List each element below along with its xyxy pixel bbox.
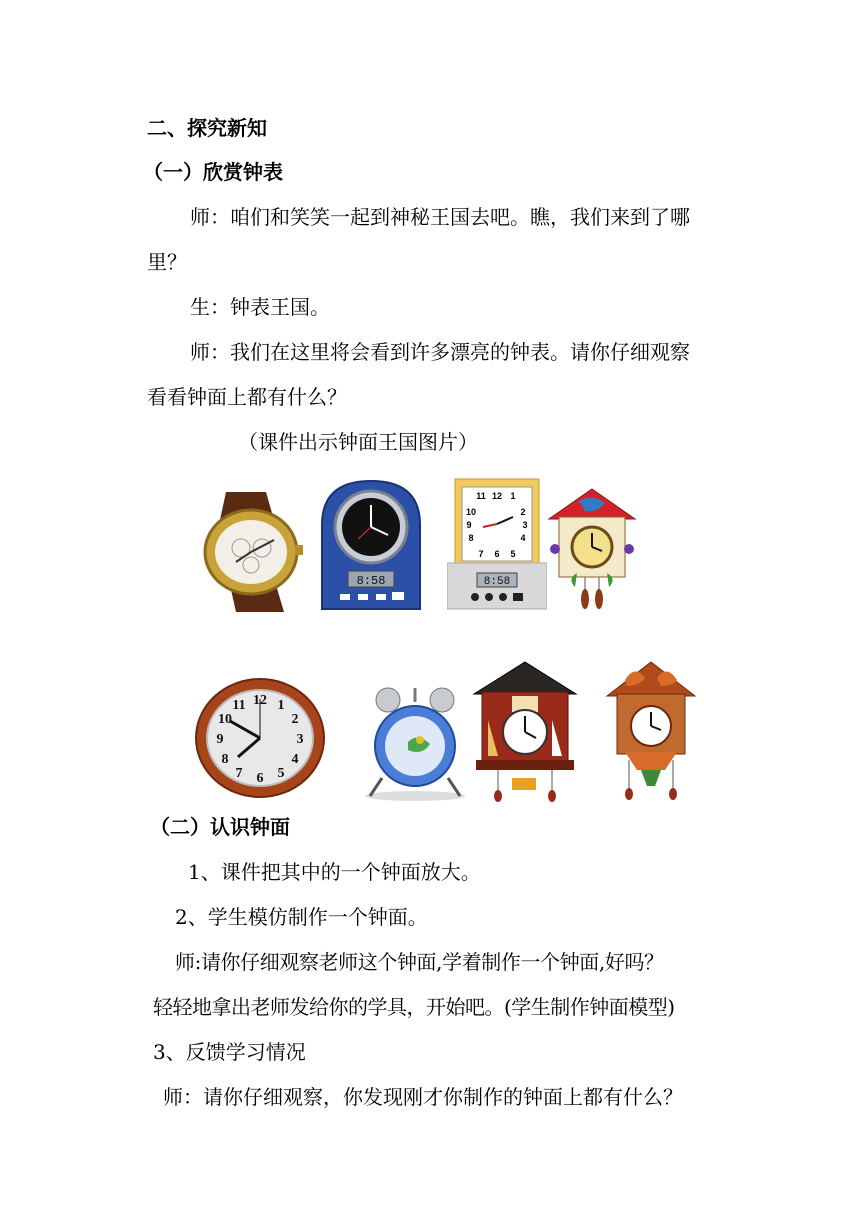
svg-text:7: 7 [235,766,243,781]
cuckoo-clock-image-3 [605,660,697,802]
svg-text:9: 9 [216,732,224,747]
section-heading: 二、探究新知 [147,116,267,140]
list-item-2: 2、学生模仿制作一个钟面。 [175,905,428,929]
svg-text:4: 4 [520,533,526,543]
svg-text:4: 4 [291,752,299,767]
paragraph-4-line-1: 师:请你仔细观察老师这个钟面,学着制作一个钟面,好吗？ [175,950,664,974]
list-item-3: 3、反馈学习情况 [153,1040,306,1064]
svg-text:10: 10 [218,712,232,727]
cuckoo-clock-image-2 [472,660,578,802]
wristwatch-image [196,490,306,615]
svg-text:2: 2 [520,507,526,517]
blue-desk-clock-image [318,477,424,611]
subsection-heading-2: （二）认识钟面 [150,815,290,839]
square-clock-digital-display: 8:58 [483,576,511,588]
svg-text:10: 10 [465,507,477,517]
svg-text:12: 12 [253,693,267,708]
svg-text:3: 3 [522,520,528,530]
svg-text:12: 12 [491,491,503,501]
blue-twin-bell-alarm-clock-image [360,684,470,802]
paragraph-1-line-1: 师：咱们和笑笑一起到神秘王国去吧。瞧，我们来到了哪 [190,205,690,229]
paragraph-3-line-1: 师：我们在这里将会看到许多漂亮的钟表。请你仔细观察 [190,340,690,364]
square-alarm-clock-image [447,477,547,612]
svg-text:6: 6 [256,771,264,786]
svg-text:1: 1 [510,491,516,501]
cuckoo-clock-image-1 [547,487,637,611]
svg-text:6: 6 [494,549,500,559]
svg-text:11: 11 [232,698,246,713]
svg-text:7: 7 [478,549,484,559]
svg-text:5: 5 [277,766,285,781]
paragraph-2: 生：钟表王国。 [190,295,330,319]
svg-text:8: 8 [221,752,229,767]
blue-clock-digital-display: 8:58 [356,574,386,588]
svg-text:1: 1 [277,698,285,713]
svg-text:2: 2 [291,712,299,727]
round-wall-clock-image [194,677,326,799]
paragraph-4-line-2: 轻轻地拿出老师发给你的学具，开始吧。(学生制作钟面模型) [153,995,675,1019]
paragraph-1-line-2: 里？ [147,250,187,274]
list-item-1: 1、课件把其中的一个钟面放大。 [188,860,481,884]
svg-text:11: 11 [476,491,486,501]
svg-text:8: 8 [468,533,474,543]
svg-text:3: 3 [296,732,304,747]
subsection-heading-1: （一）欣赏钟表 [143,160,283,184]
paragraph-3-line-2: 看看钟面上都有什么？ [147,385,347,409]
paragraph-5: 师：请你仔细观察，你发现刚才你制作的钟面上都有什么？ [163,1085,683,1109]
svg-text:5: 5 [510,549,516,559]
image-caption: （课件出示钟面王国图片） [238,430,478,454]
svg-text:9: 9 [466,520,472,530]
